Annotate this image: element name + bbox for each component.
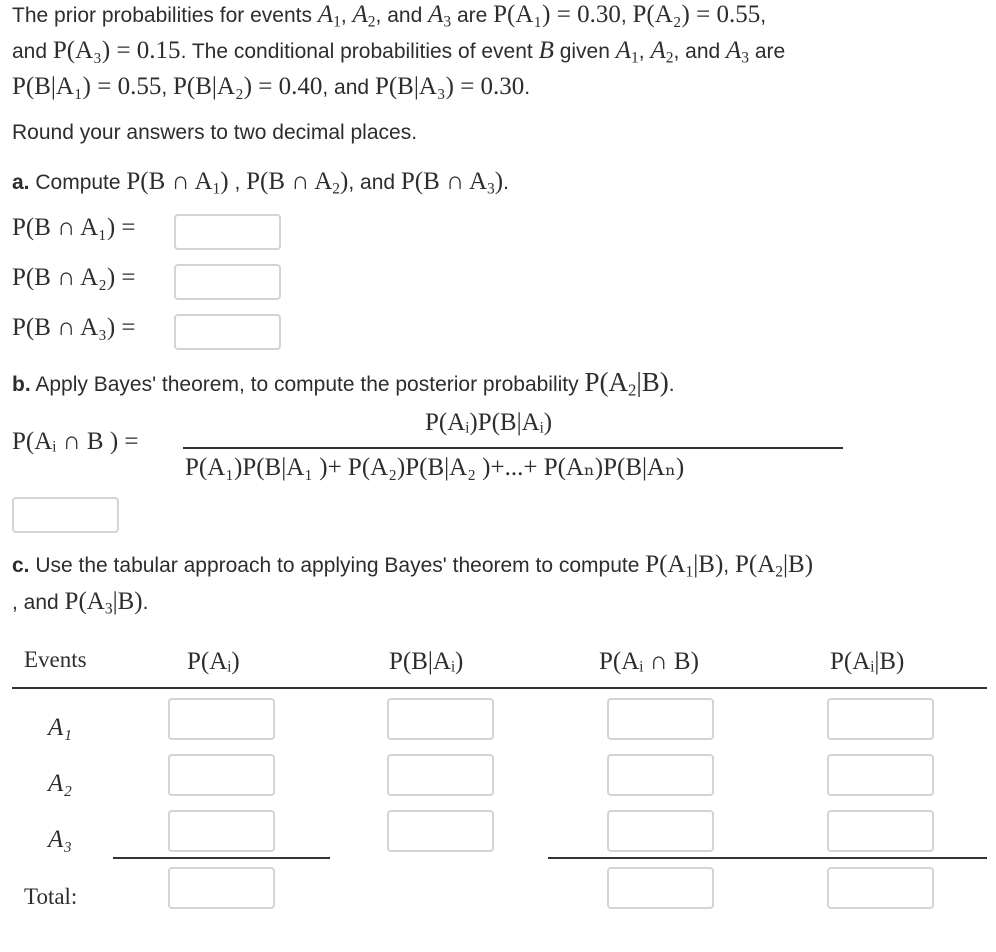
cond-prob-b-a2: P(B|A₂) = 0.40 xyxy=(173,73,323,100)
a2-joint-input[interactable] xyxy=(607,754,714,796)
posterior-total-input[interactable] xyxy=(827,867,934,909)
a2-posterior-input[interactable] xyxy=(827,754,934,796)
p-b-and-a1-input[interactable] xyxy=(174,214,281,250)
part-c-prompt-line-2: , and $P(A_3|B)$. xyxy=(12,588,149,618)
total-label: Total: xyxy=(24,884,78,909)
bayes-formula-numerator: P(Aᵢ)P(B|Aᵢ) xyxy=(425,409,553,436)
a3-conditional-input[interactable] xyxy=(387,810,494,852)
intro-line-1: The prior probabilities for events $A_1$, $A_2$, and $A_3$ are P(A₁) = 0.30, P(A₂) = 0.55, xyxy=(12,1,767,31)
part-a-label-1: P(B ∩ A₁) = xyxy=(12,214,136,241)
prob-a1: P(A₁) = 0.30 xyxy=(493,1,621,28)
prior-total-rule xyxy=(113,857,330,859)
a2-prior-input[interactable] xyxy=(168,754,275,796)
table-header-rule xyxy=(12,687,987,689)
row-label-a3: A₃ xyxy=(48,826,72,853)
bayes-formula-denominator: P(A₁)P(B|A₁ )+ P(A₂)P(B|A₂ )+...+ P(Aₙ)P(B|Aₙ) xyxy=(185,454,685,481)
cond-prob-b-a1: P(B|A₁) = 0.55 xyxy=(12,73,162,100)
intro-line-2: and P(A₃) = 0.15. The conditional probabilities of event B given $A_1$, $A_2$, and $A_3$ are xyxy=(12,37,786,67)
bayes-formula-lhs: P(Aᵢ ∩ B ) = xyxy=(12,428,139,455)
a3-posterior-input[interactable] xyxy=(827,810,934,852)
bayes-fraction-bar xyxy=(183,447,843,449)
header-p-ai: P(Aᵢ) xyxy=(187,648,240,675)
prob-a2: P(A₂) = 0.55 xyxy=(632,1,761,28)
part-c-prompt-line-1: c. Use the tabular approach to applying Bayes' theorem to compute $P(A_1|B)$, $P(A_2|B)$ xyxy=(12,551,814,581)
joint-posterior-total-rule xyxy=(548,857,987,859)
a1-conditional-input[interactable] xyxy=(387,698,494,740)
intro-line-3: P(B|A₁) = 0.55, P(B|A₂) = 0.40, and P(B|A₃) = 0.30. xyxy=(12,73,531,100)
joint-total-input[interactable] xyxy=(607,867,714,909)
a1-prior-input[interactable] xyxy=(168,698,275,740)
p-b-and-a2-input[interactable] xyxy=(174,264,281,300)
header-p-b-given-ai: P(B|Aᵢ) xyxy=(389,648,464,675)
a3-joint-input[interactable] xyxy=(607,810,714,852)
rounding-instruction: Round your answers to two decimal places. xyxy=(12,121,418,144)
part-a-label-3: P(B ∩ A₃) = xyxy=(12,314,136,341)
a1-posterior-input[interactable] xyxy=(827,698,934,740)
cond-prob-b-a3: P(B|A₃) = 0.30 xyxy=(374,73,525,100)
part-a-prompt: a. Compute P(B ∩ $A_1$) , P(B ∩ $A_2$), and P(B ∩ $A_3$). xyxy=(12,168,509,198)
header-p-ai-given-b: P(Aᵢ|B) xyxy=(830,648,905,675)
part-a-label-2: P(B ∩ A₂) = xyxy=(12,264,136,291)
a1-joint-input[interactable] xyxy=(607,698,714,740)
a2-conditional-input[interactable] xyxy=(387,754,494,796)
prior-total-input[interactable] xyxy=(168,867,275,909)
row-label-a1: A₁ xyxy=(48,714,72,741)
header-p-ai-and-b: P(Aᵢ ∩ B) xyxy=(599,648,699,675)
header-events: Events xyxy=(24,647,87,672)
posterior-p-a2-given-b-input[interactable] xyxy=(12,497,119,533)
row-label-a2: A₂ xyxy=(48,770,72,797)
p-b-and-a3-input[interactable] xyxy=(174,314,281,350)
a3-prior-input[interactable] xyxy=(168,810,275,852)
prob-a3: P(A₃) = 0.15 xyxy=(52,37,181,64)
part-b-prompt: b. Apply Bayes' theorem, to compute the posterior probability $P(A_2|B)$. xyxy=(12,367,675,400)
